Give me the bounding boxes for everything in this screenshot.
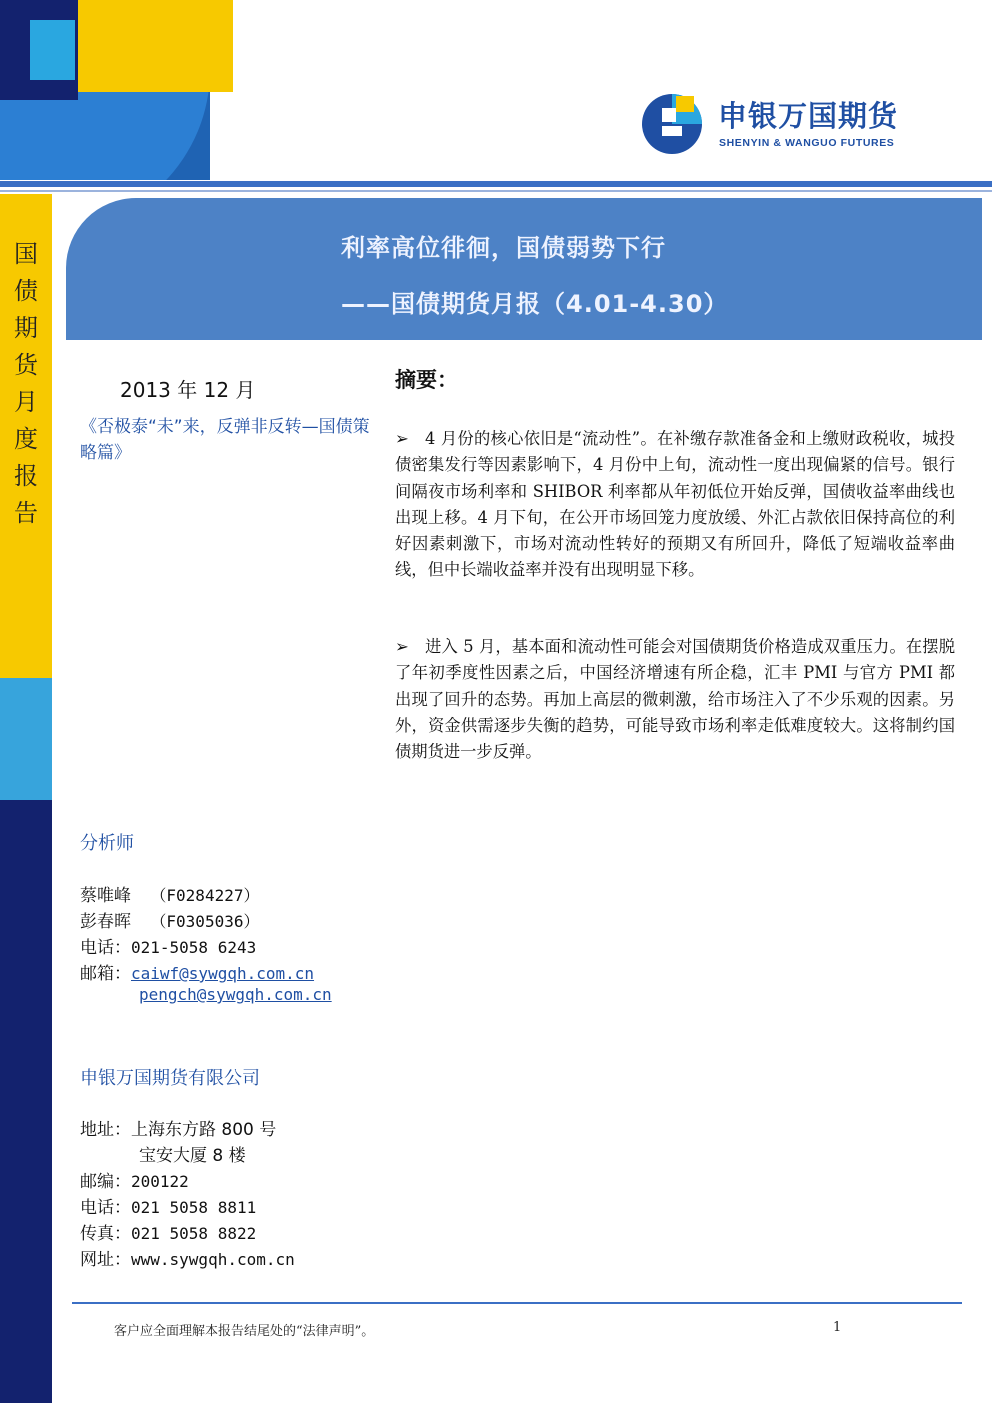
company-logo (640, 88, 920, 160)
address-line: 上海东方路 800 号 (131, 1120, 277, 1140)
email-link[interactable]: pengch@sywgqh.com.cn (139, 985, 332, 1004)
side-strip-cyan (0, 678, 52, 800)
analyst-heading: 分析师 (80, 833, 134, 854)
footer-rule (72, 1302, 962, 1304)
email-label: 邮箱： (80, 964, 131, 984)
address-row-2 (139, 1141, 246, 1166)
analyst-license: （F0284227） (150, 886, 260, 905)
analyst-license: （F0305036） (150, 912, 260, 931)
vertical-report-type: 国 债 期 货 月 度 报 告 (14, 240, 38, 527)
company-fax: 021 5058 8822 (131, 1224, 257, 1243)
phone-label: 电话： (80, 938, 131, 958)
analyst-name: 彭春晖 (80, 912, 131, 932)
page-number: 1 (833, 1320, 842, 1335)
logo-name-cn: 申银万国期货 (718, 99, 899, 133)
zip-code: 200122 (131, 1172, 189, 1191)
website-row (80, 1245, 295, 1270)
report-title: 利率高位徘徊，国债弱势下行 (341, 234, 666, 262)
summary-paragraph: ➢ 进入 5 月，基本面和流动性可能会对国债期货价格造成双重压力。在摆脱了年初季度性因素之后，中国经济增速有所企稳，汇丰 PMI 与官方 PMI 都出现了回升的态势。再加上高层的微刺激，给市场注入了不少乐观的因素。另外，资金供需逐步失衡的趋势，可能导致市场利率走低难度较大。这将制约国债期货进一步反弹。 (395, 634, 955, 765)
phone-label: 电话： (80, 1198, 131, 1218)
side-strip-navy (0, 800, 52, 1403)
bullet-arrow-icon: ➢ (395, 637, 409, 656)
address-row (80, 1115, 276, 1140)
analyst-email-row (139, 985, 332, 1005)
header-decoration (0, 0, 240, 180)
header-rule-thin (0, 190, 992, 192)
analyst-name: 蔡唯峰 (80, 886, 131, 906)
address-label: 地址： (80, 1120, 131, 1140)
report-subtitle: ——国债期货月报（4.01-4.30） (341, 290, 729, 318)
related-report-link[interactable]: 《否极泰“未”来，反弹非反转—国债策略篇》 (80, 417, 370, 463)
bullet-arrow-icon: ➢ (395, 429, 409, 448)
web-label: 网址： (80, 1250, 131, 1270)
logo-mark-icon (640, 90, 704, 154)
analyst-phone: 021-5058 6243 (131, 938, 257, 957)
analyst-phone-row (80, 933, 256, 958)
report-date: 2013 年 12 月 (120, 378, 256, 402)
title-banner (66, 198, 982, 340)
company-phone: 021 5058 8811 (131, 1198, 257, 1217)
email-link[interactable]: caiwf@sywgqh.com.cn (131, 964, 315, 983)
company-website[interactable]: www.sywgqh.com.cn (131, 1250, 295, 1269)
analyst-row (80, 881, 259, 906)
logo-name-en: SHENYIN & WANGUO FUTURES (719, 137, 895, 149)
legal-notice: 客户应全面理解本报告结尾处的“法律声明”。 (114, 1324, 375, 1339)
summary-heading: 摘要： (395, 368, 458, 392)
fax-row (80, 1219, 256, 1244)
analyst-email-row (80, 959, 314, 984)
header-rule (0, 181, 992, 187)
fax-label: 传真： (80, 1224, 131, 1244)
analyst-row (80, 907, 259, 932)
summary-paragraph: ➢ 4 月份的核心依旧是“流动性”。在补缴存款准备金和上缴财政税收，城投债密集发行等因素影响下，4 月份中上旬，流动性一度出现偏紧的信号。银行间隔夜市场利率和 SHIBOR 利率都从年初低位开始反弹，国债收益率曲线也出现上移。4 月下旬，在公开市场回笼力度放缓、外汇占款依旧保持高位的利好因素刺激下，市场对流动性转好的预期又有所回升，降低了短端收益率曲线，但中长端收益率并没有出现明显下移。 (395, 426, 955, 584)
company-name: 申银万国期货有限公司 (80, 1068, 260, 1089)
address-line: 宝安大厦 8 楼 (139, 1146, 246, 1166)
company-phone-row (80, 1193, 256, 1218)
zip-row (80, 1167, 189, 1192)
zip-label: 邮编： (80, 1172, 131, 1192)
